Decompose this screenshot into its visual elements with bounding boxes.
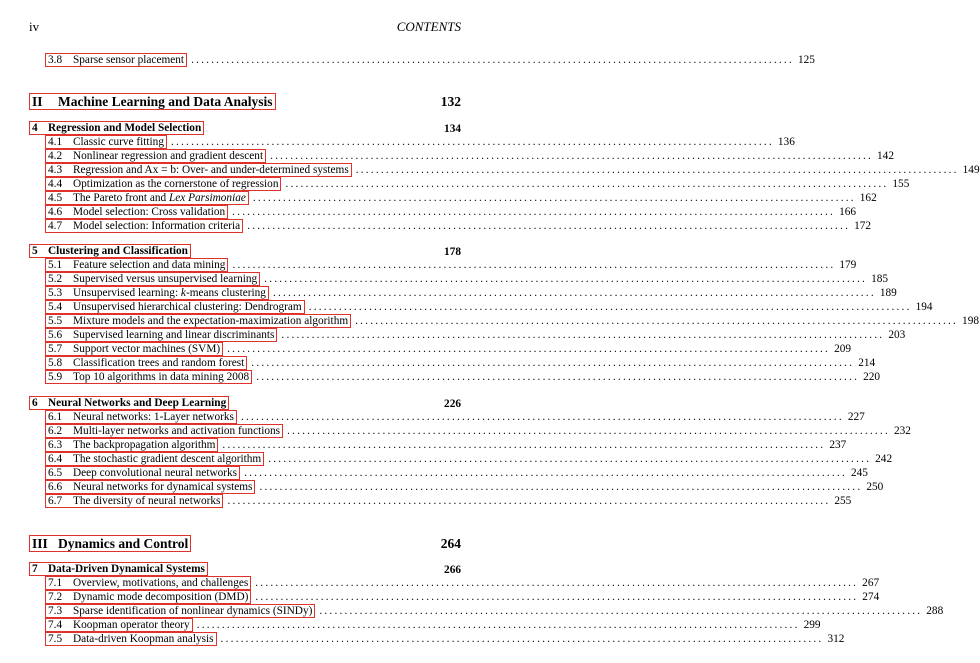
toc-page-number: 185 — [871, 273, 889, 285]
toc-entry-link[interactable] — [45, 191, 249, 205]
toc-entry-number: 4.2 — [48, 150, 63, 162]
toc-entry-number: 7.5 — [48, 633, 63, 645]
toc-entry-link[interactable] — [29, 93, 276, 110]
toc-entry-number: 6 — [32, 397, 38, 409]
toc-entry-number: 4 — [32, 122, 38, 134]
toc-entry-title: Neural networks for dynamical systems — [73, 481, 253, 493]
leader-dots: ........................................................................................................................ — [244, 467, 847, 479]
toc-entry-link[interactable] — [45, 272, 260, 286]
toc-entry-title: Clustering and Classification — [48, 245, 188, 257]
toc-entry-number: 5.1 — [48, 259, 63, 271]
toc-page-number: 266 — [444, 564, 461, 576]
toc-entry-link[interactable] — [45, 356, 247, 370]
toc-entry-title: Classification trees and random forest — [73, 357, 245, 369]
toc-entry-link[interactable] — [45, 286, 269, 300]
toc-page-number: 142 — [877, 150, 894, 162]
toc-page-number: 227 — [847, 411, 865, 423]
toc-entry-link[interactable] — [29, 121, 204, 135]
leader-dots: ........................................................................................................................ — [240, 411, 844, 423]
toc-section-entry[interactable] — [29, 149, 894, 163]
leader-dots: ........................................................................................................................ — [256, 371, 860, 383]
toc-entry-title: Nonlinear regression and gradient descent — [73, 150, 264, 162]
toc-entry-title: Dynamic mode decomposition (DMD) — [73, 591, 249, 603]
toc-entry-title: Data-Driven Dynamical Systems — [48, 563, 205, 575]
toc-section-entry[interactable] — [29, 219, 872, 233]
toc-page-number: 166 — [839, 206, 857, 218]
toc-entry-number: 6.6 — [48, 481, 63, 493]
toc-entry-number: 5 — [32, 245, 38, 257]
toc-page-number: 189 — [879, 287, 897, 299]
toc-entry-title: Deep convolutional neural networks — [73, 467, 238, 479]
toc-entry-number: 5.2 — [48, 273, 63, 285]
toc-page-number: 162 — [859, 192, 877, 204]
toc-entry-link[interactable] — [29, 535, 191, 552]
toc-page-number: 255 — [834, 495, 852, 507]
toc-page-number: 237 — [829, 439, 847, 451]
toc-part-entry[interactable] — [29, 93, 461, 110]
toc-entry-title: Mixture models and the expectation-maximization algorithm — [73, 315, 349, 327]
toc-page-number: 220 — [863, 371, 881, 383]
toc-entry-title: Classic curve fitting — [73, 136, 164, 148]
leader-dots: ........................................................................................................................ — [308, 301, 912, 313]
toc-entry-number: 4.1 — [48, 136, 63, 148]
leader-dots: ........................................................................................................................ — [285, 178, 889, 190]
toc-entry-link[interactable] — [45, 177, 281, 191]
toc-entry-link[interactable] — [45, 149, 266, 163]
toc-section-entry[interactable] — [29, 480, 884, 494]
toc-section-entry[interactable] — [29, 163, 980, 177]
toc-entry-link[interactable] — [45, 328, 277, 342]
toc-entry-title: Multi-layer networks and activation functions — [73, 425, 281, 437]
toc-entry-title: The diversity of neural networks — [73, 495, 221, 507]
page-number-header: iv — [29, 19, 40, 34]
toc-entry-link[interactable] — [45, 576, 251, 590]
leader-dots: ........................................................................................................................ — [272, 287, 876, 299]
toc-entry-number: 6.5 — [48, 467, 63, 479]
leader-dots: ........................................................................................................................ — [220, 633, 824, 645]
leader-dots: ........................................................................................................................ — [259, 481, 863, 493]
toc-page-number: 299 — [803, 619, 821, 631]
toc-section-entry[interactable] — [29, 272, 889, 286]
toc-section-entry[interactable] — [29, 258, 857, 272]
toc-entry-link[interactable] — [45, 410, 237, 424]
toc-entry-number: 4.3 — [48, 164, 63, 176]
leader-dots: ........................................................................................................................ — [222, 439, 826, 451]
leader-dots: ........................................................................................................................ — [252, 192, 856, 204]
toc-entry-title: The backpropagation algorithm — [73, 439, 216, 451]
toc-entry-link[interactable] — [45, 632, 217, 646]
toc-part-entry[interactable] — [29, 535, 461, 552]
toc-section-entry[interactable] — [29, 452, 893, 466]
leader-dots: ........................................................................................................................ — [319, 605, 923, 617]
toc-entry-number: 5.6 — [48, 329, 63, 341]
toc-page-number: 198 — [962, 315, 979, 327]
toc-entry-title: Unsupervised learning: k-means clustering — [73, 287, 266, 299]
toc-page-number: 214 — [858, 357, 876, 369]
leader-dots: ........................................................................................................................ — [270, 150, 874, 162]
toc-page-number: 125 — [797, 54, 815, 66]
toc-entry-link[interactable] — [45, 452, 264, 466]
toc-entry-number: II — [32, 94, 43, 109]
toc-page-number: 274 — [862, 591, 880, 603]
toc-entry-number: 5.9 — [48, 371, 63, 383]
toc-entry-link[interactable] — [29, 562, 208, 576]
toc-entry-link[interactable] — [45, 163, 352, 177]
toc-entry-title: Supervised versus unsupervised learning — [73, 273, 258, 285]
toc-section-entry[interactable] — [29, 328, 906, 342]
toc-section-entry[interactable] — [29, 342, 852, 356]
toc-entry-number: 6.1 — [48, 411, 63, 423]
toc-entry-link[interactable] — [45, 424, 283, 438]
toc-entry-number: 5.4 — [48, 301, 63, 313]
toc-section-entry[interactable] — [29, 632, 845, 646]
toc-entry-link[interactable] — [45, 342, 223, 356]
toc-section-entry[interactable] — [29, 300, 933, 314]
toc-entry-title: Optimization as the cornerstone of regression — [73, 178, 279, 190]
toc-entry-link[interactable] — [45, 300, 305, 314]
toc-page-number: 179 — [839, 259, 857, 271]
toc-section-entry[interactable] — [29, 494, 852, 508]
leader-dots: ........................................................................................................................ — [196, 619, 800, 631]
toc-section-entry[interactable] — [29, 286, 897, 300]
toc-entry-title: Regression and Ax = b: Over- and under-determined systems — [73, 164, 349, 176]
toc-entry-link[interactable] — [45, 438, 218, 452]
toc-section-entry[interactable] — [29, 438, 847, 452]
toc-page-number: 155 — [892, 178, 910, 190]
toc-section-entry[interactable] — [29, 576, 880, 590]
toc-section-entry[interactable] — [29, 618, 821, 632]
leader-dots: ........................................................................................................................ — [232, 259, 836, 271]
toc-page-number: 267 — [862, 577, 880, 589]
toc-entry-number: 6.4 — [48, 453, 63, 465]
toc-chapter-entry[interactable] — [29, 396, 461, 410]
toc-entry-title: Model selection: Information criteria — [73, 220, 241, 232]
toc-entry-link[interactable] — [45, 314, 351, 328]
toc-page-number: 250 — [866, 481, 884, 493]
toc-entry-number: 4.5 — [48, 192, 63, 204]
leader-dots: ........................................................................................................................ — [355, 315, 959, 327]
toc-page-number: 232 — [893, 425, 911, 437]
toc-entry-link[interactable] — [45, 219, 243, 233]
toc-entry-title: Data-driven Koopman analysis — [73, 633, 214, 645]
toc-entry-link[interactable] — [45, 370, 252, 384]
toc-entry-link[interactable] — [45, 618, 193, 632]
toc-entry-title: Dynamics and Control — [58, 536, 189, 551]
toc-section-entry[interactable] — [29, 590, 880, 604]
toc-entry-link[interactable] — [45, 258, 228, 272]
toc-section-entry[interactable] — [29, 424, 911, 438]
toc-entry-title: Sparse identification of nonlinear dynamics (SINDy) — [73, 605, 313, 617]
running-title: CONTENTS — [396, 19, 461, 34]
toc-page-number: 209 — [834, 343, 852, 355]
toc-entry-title: Machine Learning and Data Analysis — [58, 94, 273, 109]
toc-section-entry[interactable] — [29, 604, 944, 618]
toc-entry-number: 5.3 — [48, 287, 63, 299]
toc-page-number: 134 — [444, 123, 461, 135]
toc-entry-number: 7.4 — [48, 619, 63, 631]
toc-chapter-entry[interactable] — [29, 562, 461, 576]
toc-entry-title: Koopman operator theory — [73, 619, 190, 631]
toc-entry-link[interactable] — [45, 604, 315, 618]
toc-entry-number: 5.7 — [48, 343, 63, 355]
toc-entry-number: 7.2 — [48, 591, 63, 603]
toc-entry-link[interactable] — [45, 480, 255, 494]
toc-section-entry[interactable] — [29, 314, 979, 328]
toc-section-entry[interactable] — [29, 177, 910, 191]
toc-entry-link[interactable] — [29, 244, 191, 258]
toc-entry-title: Neural networks: 1-Layer networks — [73, 411, 234, 423]
toc-entry-title: Feature selection and data mining — [73, 259, 226, 271]
leader-dots: ........................................................................................................................ — [355, 164, 959, 176]
toc-section-entry[interactable] — [29, 466, 868, 480]
toc-entry-link[interactable] — [29, 396, 229, 410]
toc-entry-number: 7 — [32, 563, 38, 575]
leader-dots: ........................................................................................................................ — [170, 136, 774, 148]
toc-page-number: 194 — [915, 301, 933, 313]
toc-page-number: 312 — [827, 633, 845, 645]
toc-section-entry[interactable] — [29, 135, 795, 149]
leader-dots: ........................................................................................................................ — [247, 220, 851, 232]
toc-page-number: 203 — [888, 329, 906, 341]
toc-entry-number: 5.8 — [48, 357, 63, 369]
toc-page-number: 178 — [444, 246, 461, 258]
toc-page-number: 132 — [440, 94, 461, 109]
toc-entry-number: 4.7 — [48, 220, 63, 232]
toc-page-number: 288 — [926, 605, 944, 617]
toc-entry-number: 4.4 — [48, 178, 63, 190]
toc-section-entry[interactable] — [29, 53, 815, 67]
toc-entry-title: Top 10 algorithms in data mining 2008 — [73, 371, 250, 383]
leader-dots: ........................................................................................................................ — [232, 206, 836, 218]
toc-page-number: 172 — [854, 220, 872, 232]
toc-page-number: 245 — [850, 467, 868, 479]
toc-entry-title: Overview, motivations, and challenges — [73, 577, 249, 589]
leader-dots: ........................................................................................................................ — [227, 343, 831, 355]
toc-entry-title: Regression and Model Selection — [48, 122, 202, 134]
leader-dots: ........................................................................................................................ — [287, 425, 890, 437]
leader-dots: ........................................................................................................................ — [227, 495, 831, 507]
leader-dots: ........................................................................................................................ — [191, 54, 794, 66]
toc-entry-title: The Pareto front and Lex Parsimoniae — [73, 192, 246, 204]
toc-entry-title: The stochastic gradient descent algorithm — [73, 453, 262, 465]
toc-page-number: 264 — [440, 536, 461, 551]
toc-entry-number: 7.3 — [48, 605, 63, 617]
leader-dots: ........................................................................................................................ — [264, 273, 868, 285]
leader-dots: ........................................................................................................................ — [268, 453, 872, 465]
toc-entry-title: Supervised learning and linear discriminants — [73, 329, 275, 341]
toc-entry-number: 3.8 — [48, 54, 63, 66]
toc-page-number: 149 — [962, 164, 980, 176]
toc-entry-number: 4.6 — [48, 206, 63, 218]
leader-dots: ........................................................................................................................ — [255, 591, 859, 603]
leader-dots: ........................................................................................................................ — [255, 577, 859, 589]
toc-entry-link[interactable] — [45, 494, 223, 508]
toc-entry-title: Support vector machines (SVM) — [73, 343, 221, 355]
toc-page-number: 226 — [444, 398, 461, 410]
toc-entry-title: Sparse sensor placement — [73, 54, 185, 66]
toc-entry-title: Model selection: Cross validation — [73, 206, 226, 218]
toc-entry-link[interactable] — [45, 466, 240, 480]
toc-section-entry[interactable] — [29, 205, 857, 219]
leader-dots: ........................................................................................................................ — [251, 357, 855, 369]
toc-entry-number: III — [32, 536, 48, 551]
toc-entry-number: 7.1 — [48, 577, 63, 589]
toc-chapter-entry[interactable] — [29, 244, 461, 258]
toc-entry-number: 6.2 — [48, 425, 63, 437]
toc-entry-number: 5.5 — [48, 315, 63, 327]
leader-dots: ........................................................................................................................ — [281, 329, 885, 341]
toc-chapter-entry[interactable] — [29, 121, 461, 135]
toc-entry-number: 6.7 — [48, 495, 63, 507]
toc-entry-link[interactable] — [45, 205, 228, 219]
toc-page-number: 242 — [875, 453, 893, 465]
toc-entry-number: 6.3 — [48, 439, 63, 451]
toc-section-entry[interactable] — [29, 410, 865, 424]
toc-entry-link[interactable] — [45, 590, 251, 604]
toc-page-number: 136 — [777, 136, 795, 148]
toc-section-entry[interactable] — [29, 370, 881, 384]
toc-entry-link[interactable] — [45, 53, 187, 67]
toc-entry-title: Neural Networks and Deep Learning — [48, 397, 227, 409]
toc-section-entry[interactable] — [29, 191, 877, 205]
toc-entry-link[interactable] — [45, 135, 167, 149]
toc-entry-title: Unsupervised hierarchical clustering: Dendrogram — [73, 301, 302, 313]
toc-section-entry[interactable] — [29, 356, 876, 370]
